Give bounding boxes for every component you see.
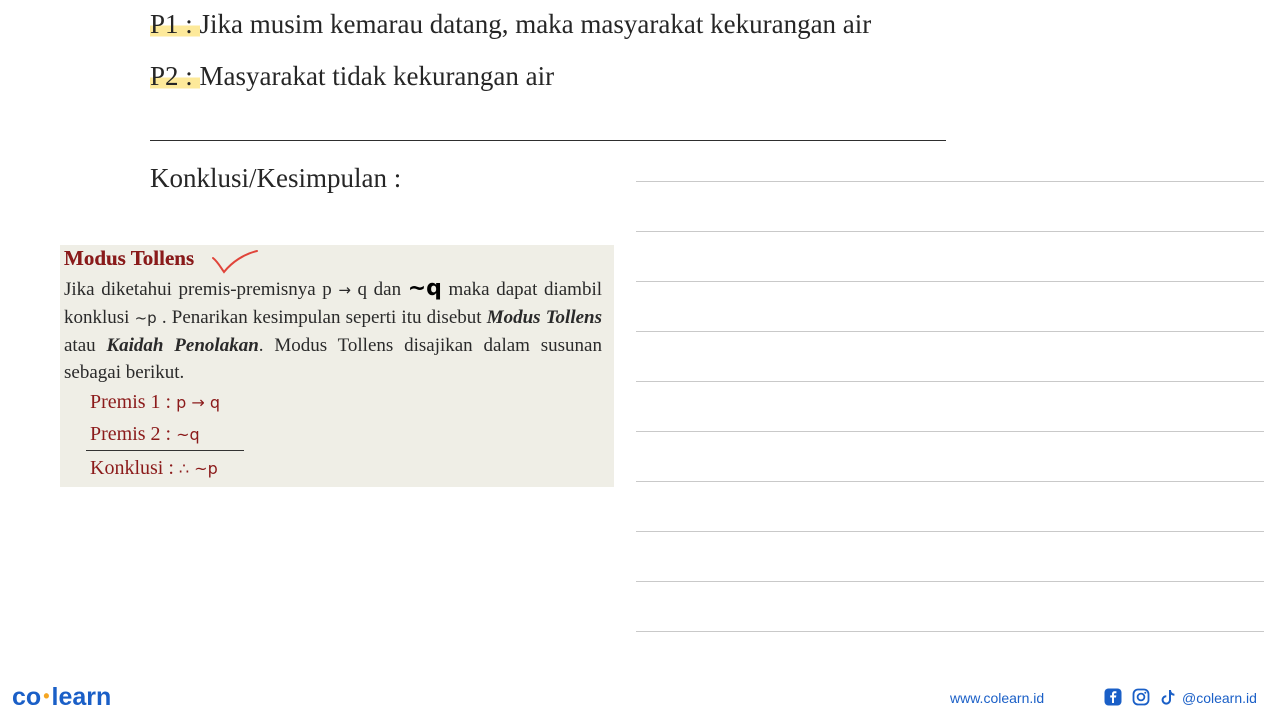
modus-tollens-title: Modus Tollens bbox=[64, 246, 195, 270]
logo-dot: • bbox=[43, 686, 50, 706]
answer-line bbox=[636, 381, 1264, 382]
conclusion-label: Konklusi/Kesimpulan : bbox=[150, 163, 402, 193]
facebook-icon[interactable] bbox=[1104, 688, 1122, 706]
answer-line bbox=[636, 331, 1264, 332]
answer-line bbox=[636, 231, 1264, 232]
answer-line bbox=[636, 631, 1264, 632]
term-modus-tollens: Modus Tollens bbox=[486, 307, 603, 328]
instagram-icon[interactable] bbox=[1132, 688, 1150, 706]
modus-tollens-description: Jika diketahui premis-premisnya p → q dan ~q maka dapat diambil konklusi ~p . Penarikan kesimpulan seperti itu disebut Modus Tollens atau Kaidah Penolakan. Modus Tollens disajikan dalam susunan sebagai berikut. bbox=[64, 276, 603, 383]
premise-1 bbox=[150, 7, 871, 41]
rule-premis-1: Premis 1 : p → q bbox=[90, 391, 221, 413]
premise-2 bbox=[150, 59, 554, 93]
not-q-symbol: ~q bbox=[407, 276, 442, 301]
premise-1-text: Jika musim kemarau datang, maka masyarakat kekurangan air bbox=[199, 9, 872, 39]
not-p-symbol: ~p bbox=[134, 309, 157, 327]
social-handle[interactable]: @colearn.id bbox=[1182, 690, 1257, 706]
rule-konklusi: Konklusi : ∴ ~p bbox=[90, 457, 218, 479]
rule-premis-2: Premis 2 : ~q bbox=[90, 423, 200, 445]
answer-line bbox=[636, 181, 1264, 182]
modus-tollens-box bbox=[60, 245, 614, 487]
answer-line bbox=[636, 581, 1264, 582]
answer-line bbox=[636, 281, 1264, 282]
premise-1-prefix: P1 : bbox=[150, 9, 200, 39]
check-icon bbox=[210, 248, 260, 274]
premise-separator-line bbox=[150, 140, 946, 141]
answer-line bbox=[636, 431, 1264, 432]
term-kaidah-penolakan: Kaidah Penolakan bbox=[106, 335, 259, 356]
answer-line bbox=[636, 481, 1264, 482]
premise-2-prefix: P2 : bbox=[150, 61, 200, 91]
tiktok-icon[interactable] bbox=[1159, 688, 1177, 706]
premise-2-text: Masyarakat tidak kekurangan air bbox=[199, 61, 555, 91]
website-link[interactable]: www.colearn.id bbox=[950, 690, 1045, 706]
answer-line bbox=[636, 531, 1264, 532]
rule-divider-line bbox=[86, 450, 244, 451]
colearn-logo: co •learn bbox=[12, 683, 112, 711]
